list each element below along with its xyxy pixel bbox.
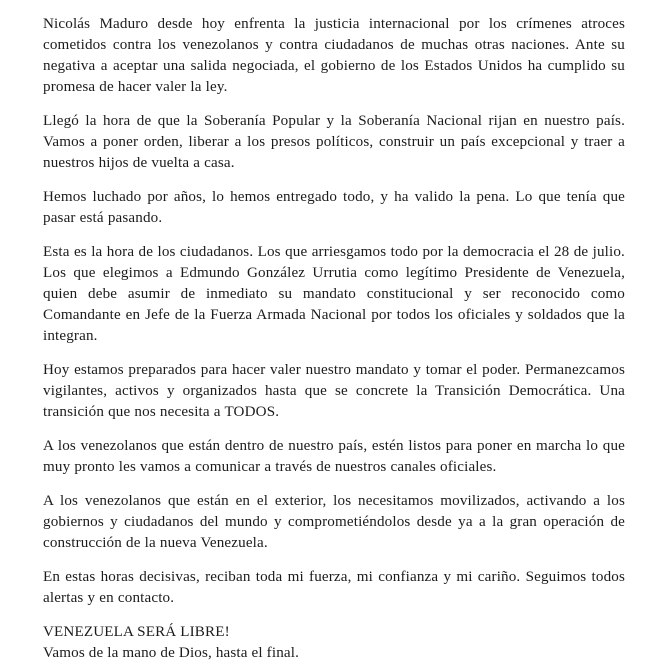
paragraph-3: Hemos luchado por años, lo hemos entregado todo, y ha valido la pena. Lo que tenía que pasar está pasando. bbox=[43, 189, 625, 226]
paragraph-7: A los venezolanos que están en el exterior, los necesitamos movilizados, activando a los gobiernos y ciudadanos del mundo y comprometiéndolos desde ya a la gran operación de construcción de la nueva Venezuela. bbox=[43, 493, 625, 551]
closing-signoff: Vamos de la mano de Dios, hasta el final. bbox=[43, 645, 300, 661]
closing-spacer bbox=[43, 609, 625, 622]
closing-slogan: VENEZUELA SERÁ LIBRE! bbox=[43, 624, 230, 640]
paragraph-5: Hoy estamos preparados para hacer valer nuestro mandato y tomar el poder. Permanezcamos vigilantes, activos y organizados hasta que se concrete la Transición Democrática. Una transición que nos necesita a TODOS. bbox=[43, 362, 625, 420]
paragraph-4: Esta es la hora de los ciudadanos. Los que arriesgamos todo por la democracia el 28 de julio. Los que elegimos a Edmundo González Urrutia como legítimo Presidente de Venezuela, quien debe asumir de inmediato su mandato constitucional y ser reconocido como Comandante en Jefe de la Fuerza Armada Nacional por todos los oficiales y soldados que la integran. bbox=[43, 244, 625, 344]
document-body bbox=[43, 14, 625, 664]
paragraph-6: A los venezolanos que están dentro de nuestro país, estén listos para poner en marcha lo que muy pronto les vamos a comunicar a través de nuestros canales oficiales. bbox=[43, 438, 625, 475]
paragraph-8: En estas horas decisivas, reciban toda mi fuerza, mi confianza y mi cariño. Seguimos todos alertas y en contacto. bbox=[43, 569, 625, 606]
paragraph-2: Llegó la hora de que la Soberanía Popular y la Soberanía Nacional rijan en nuestro país. Vamos a poner orden, liberar a los presos políticos, construir un país excepcional y traer a nuestros hijos de vuelta a casa. bbox=[43, 113, 625, 171]
closing-block bbox=[43, 609, 625, 664]
paragraph-1: Nicolás Maduro desde hoy enfrenta la justicia internacional por los crímenes atroces cometidos contra los venezolanos y contra ciudadanos de muchas otras naciones. Ante su negativa a aceptar una salida negociada, el gobierno de los Estados Unidos ha cumplido su promesa de hacer valer la ley. bbox=[43, 16, 625, 95]
